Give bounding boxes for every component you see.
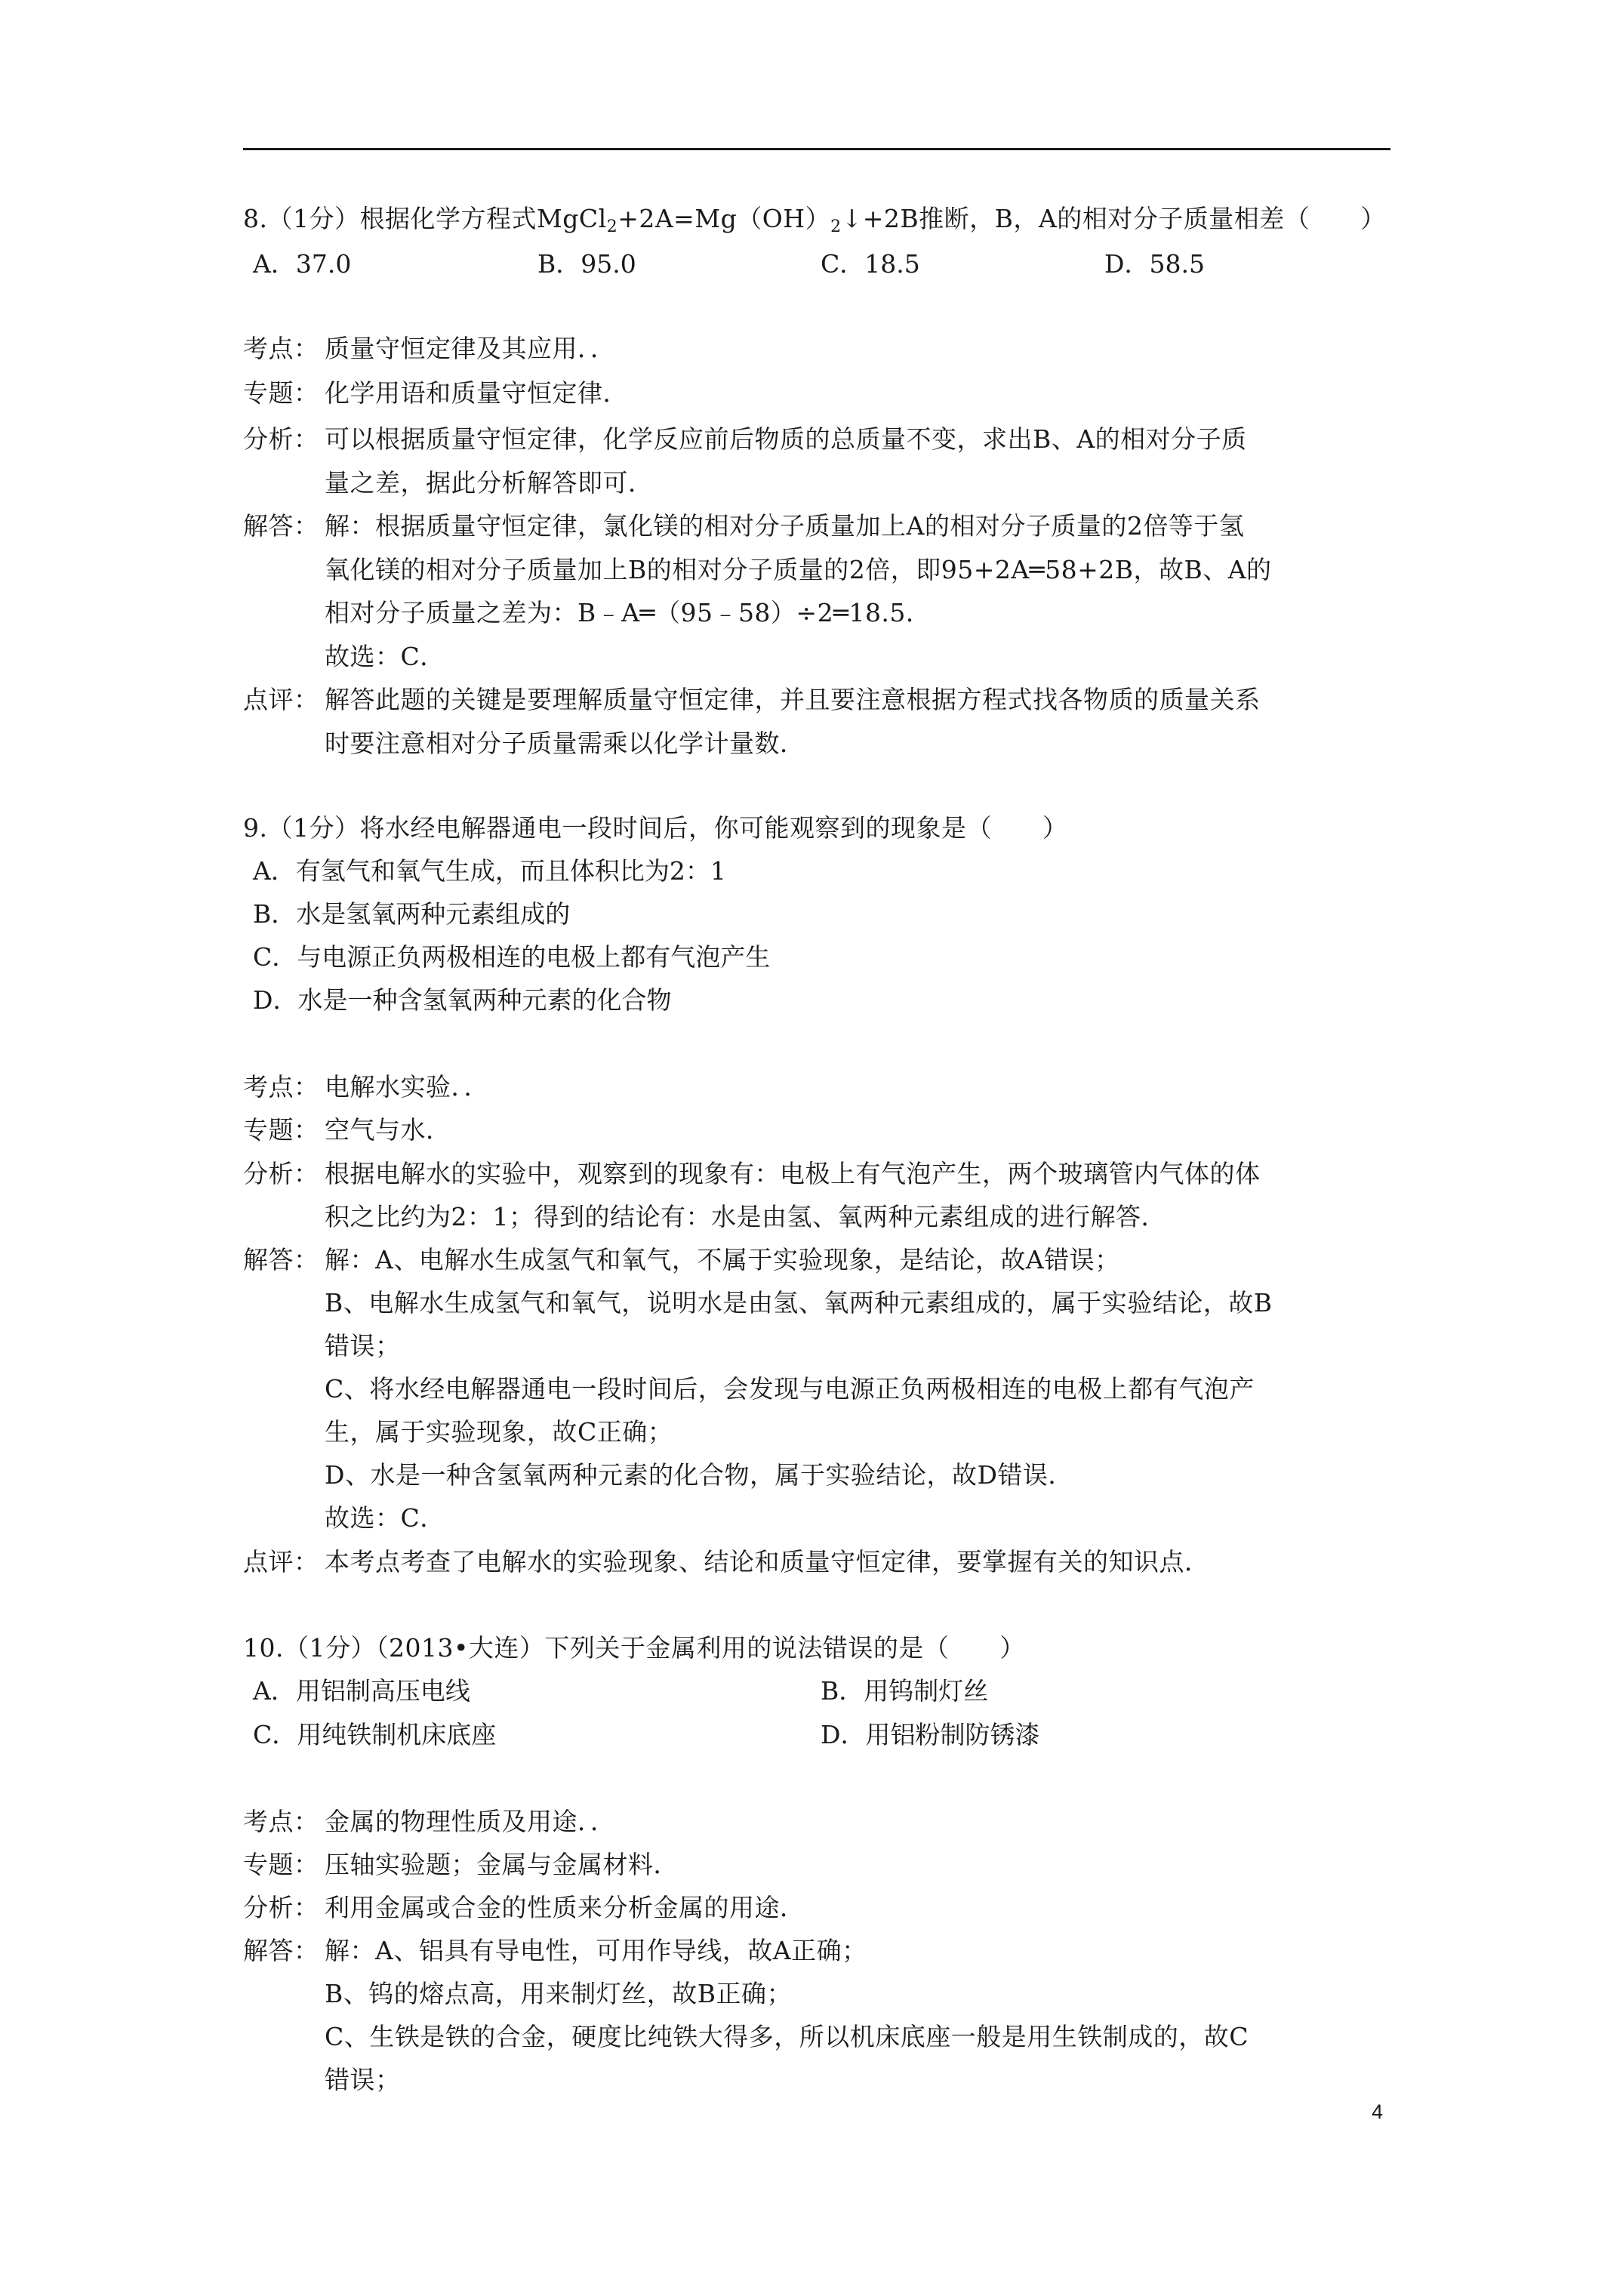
q8-stem: 8.（1分）根据化学方程式$MgCl_2+2A=Mg(OH)_2↓+2B$推断，B，A的相对分子质量相差（ ）: [243, 204, 1386, 236]
q9-dianping: 点评： 本考点考查了电解水的实验现象、结论和质量守恒定律，要掌握有关的知识点．: [243, 1547, 1210, 1576]
q8-jieda-line: 相对分子质量之差为：B﹣A═（95﹣58）÷2═18.5．: [325, 598, 932, 627]
q9-jieda-line: C、将水经电解器通电一段时间后，会发现与电源正负两极相连的电极上都有气泡产: [325, 1374, 1255, 1404]
q10-option-d: D．用铝粉制防锈漆: [821, 1720, 1040, 1749]
q10-option-a: A．用铝制高压电线: [253, 1676, 470, 1706]
q9-kaodian: 考点： 电解水实验．．: [243, 1072, 489, 1102]
q10-jieda-line: 错误；: [325, 2065, 401, 2094]
q8-kaodian: 考点： 质量守恒定律及其应用．．: [243, 334, 616, 363]
q9-jieda: 解答： 解：A、电解水生成氢气和氧气，不属于实验现象，是结论，故A错误；: [243, 1245, 1120, 1274]
header-rule: [243, 148, 1390, 150]
q8-fenxi-line: 量之差，据此分析解答即可．: [325, 468, 654, 498]
q10-jieda-line: C、生铁是铁的合金，硬度比纯铁大得多，所以机床底座一般是用生铁制成的，故C: [325, 2022, 1249, 2051]
q10-stem: 10.（1分）（2013•大连）下列关于金属利用的说法错误的是（ ）: [243, 1633, 1025, 1663]
q8-option-a: A．37.0: [253, 249, 352, 279]
q8-dianping-line: 时要注意相对分子质量需乘以化学计量数．: [325, 729, 805, 758]
q10-jieda: 解答： 解：A、铝具有导电性，可用作导线，故A正确；: [243, 1936, 867, 1965]
q10-fenxi: 分析： 利用金属或合金的性质来分析金属的用途．: [243, 1893, 805, 1922]
page-number: 4: [1372, 2100, 1384, 2123]
q9-option-d: D．水是一种含氢氧两种元素的化合物: [253, 985, 672, 1015]
q8-zhuanti: 专题： 化学用语和质量守恒定律．: [243, 378, 628, 408]
q9-answer: 故选：C．: [325, 1503, 445, 1533]
q9-zhuanti: 专题： 空气与水．: [243, 1115, 451, 1145]
q9-option-c: C．与电源正负两极相连的电极上都有气泡产生: [253, 942, 771, 972]
q8-answer: 故选：C．: [325, 642, 445, 671]
q9-jieda-line: D、水是一种含氢氧两种元素的化合物，属于实验结论，故D错误．: [325, 1460, 1073, 1490]
q8-jieda: 解答： 解：根据质量守恒定律，氯化镁的相对分子质量加上A的相对分子质量的2倍等于氢: [243, 511, 1245, 541]
q8-jieda-line: 氧化镁的相对分子质量加上B的相对分子质量的2倍，即95+2A═58+2B，故B、A的: [325, 555, 1272, 584]
q10-jieda-line: B、钨的熔点高，用来制灯丝，故B正确；: [325, 1979, 793, 2008]
q9-option-b: B．水是氢氧两种元素组成的: [253, 899, 571, 929]
q9-fenxi: 分析： 根据电解水的实验中，观察到的现象有：电极上有气泡产生，两个玻璃管内气体的体: [243, 1159, 1261, 1188]
q10-zhuanti: 专题： 压轴实验题；金属与金属材料．: [243, 1850, 679, 1879]
q8-option-b: B．95.0: [537, 249, 636, 279]
q9-jieda-line: B、电解水生成氢气和氧气，说明水是由氢、氧两种元素组成的，属于实验结论，故B: [325, 1288, 1273, 1318]
q8-option-c: C．18.5: [821, 249, 920, 279]
q9-stem: 9.（1分）将水经电解器通电一段时间后，你可能观察到的现象是（ ）: [243, 813, 1068, 843]
q10-kaodian: 考点： 金属的物理性质及用途．．: [243, 1807, 616, 1836]
q9-jieda-line: 错误；: [325, 1331, 401, 1361]
q8-option-d: D．58.5: [1104, 249, 1205, 279]
q8-dianping: 点评： 解答此题的关键是要理解质量守恒定律，并且要注意根据方程式找各物质的质量关系: [243, 685, 1261, 714]
q9-fenxi-line: 积之比约为2：1；得到的结论有：水是由氢、氧两种元素组成的进行解答．: [325, 1202, 1166, 1231]
q9-option-a: A．有氢气和氧气生成，而且体积比为2：1: [253, 856, 726, 886]
q8-fenxi: 分析： 可以根据质量守恒定律，化学反应前后物质的总质量不变，求出B、A的相对分子质: [243, 424, 1247, 454]
q10-option-c: C．用纯铁制机床底座: [253, 1720, 497, 1749]
q9-jieda-line: 生，属于实验现象，故C正确；: [325, 1417, 673, 1447]
q10-option-b: B．用钨制灯丝: [821, 1676, 989, 1706]
